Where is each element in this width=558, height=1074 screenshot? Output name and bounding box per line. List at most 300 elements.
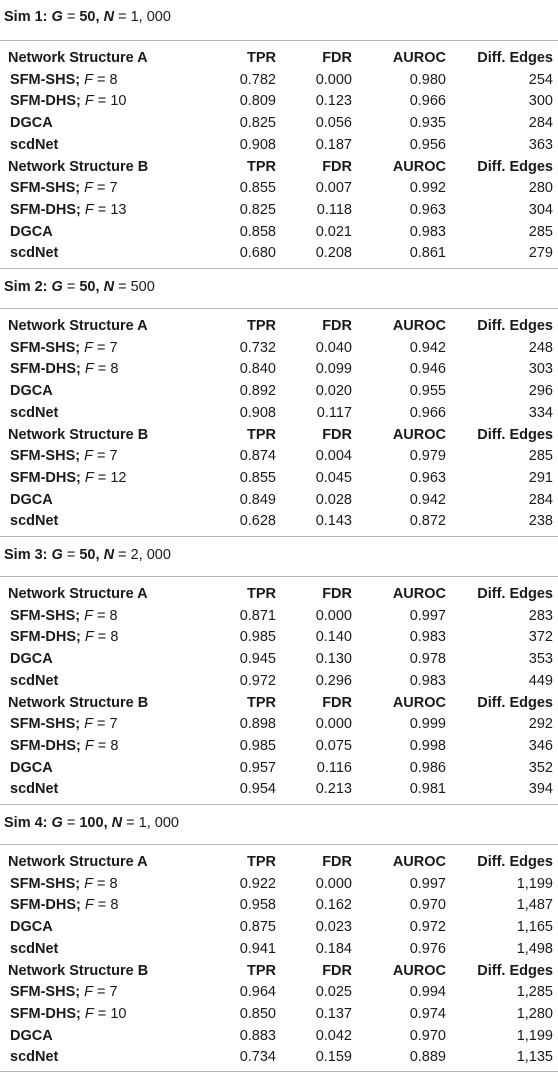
tpr-value: 0.840 bbox=[239, 361, 276, 378]
method-cell bbox=[0, 779, 218, 801]
network-structure-label: Network Structure A bbox=[8, 318, 148, 334]
table-row bbox=[0, 982, 558, 1004]
method-cell bbox=[0, 70, 218, 92]
group-header-row bbox=[0, 693, 558, 715]
f-value: 8 bbox=[110, 361, 119, 378]
equals-sign: = bbox=[114, 9, 131, 25]
fdr-value: 0.000 bbox=[315, 71, 352, 88]
diff-edges-value: 291 bbox=[528, 469, 553, 486]
tpr-value: 0.958 bbox=[239, 897, 276, 914]
fdr-value: 0.007 bbox=[315, 180, 352, 197]
n-value: 1, 000 bbox=[130, 9, 171, 25]
auroc-value: 0.963 bbox=[409, 469, 446, 486]
fdr-value: 0.021 bbox=[315, 223, 352, 240]
table-row bbox=[0, 113, 558, 135]
equals-sign: = bbox=[62, 815, 80, 831]
f-value: 8 bbox=[110, 737, 119, 754]
n-symbol: N bbox=[103, 9, 115, 25]
diff-edges-value: 1,199 bbox=[516, 875, 553, 892]
auroc-value: 0.966 bbox=[409, 404, 446, 421]
auroc-value: 0.997 bbox=[409, 875, 446, 892]
fdr-value: 0.000 bbox=[315, 716, 352, 733]
f-value: 8 bbox=[109, 607, 118, 624]
f-symbol: F bbox=[84, 716, 93, 733]
column-header: Diff. Edges bbox=[477, 586, 553, 602]
method-name: scdNet bbox=[10, 781, 59, 798]
section-rule bbox=[0, 844, 558, 845]
diff-edges-value: 1,199 bbox=[516, 1027, 553, 1044]
group-header-row bbox=[0, 48, 558, 70]
f-symbol: F bbox=[84, 737, 94, 754]
auroc-value: 0.963 bbox=[409, 201, 446, 218]
method-cell bbox=[0, 468, 218, 490]
f-parameter: F = 8 bbox=[84, 629, 119, 646]
sim-prefix: Sim 2: bbox=[4, 279, 52, 295]
method-name: scdNet bbox=[10, 513, 59, 530]
diff-edges-value: 292 bbox=[528, 716, 553, 733]
column-header: AUROC bbox=[392, 962, 446, 979]
simulation-section bbox=[0, 536, 558, 804]
f-symbol: F bbox=[84, 607, 93, 624]
diff-edges-value: 1,165 bbox=[516, 919, 553, 936]
n-symbol: N bbox=[103, 279, 115, 295]
diff-edges-value: 353 bbox=[528, 651, 553, 668]
method-cell bbox=[0, 1026, 218, 1048]
column-header: TPR bbox=[247, 586, 276, 602]
table-row bbox=[0, 200, 558, 222]
column-header: FDR bbox=[322, 694, 352, 711]
simulation-heading bbox=[0, 804, 558, 844]
method-name: SFM-SHS; bbox=[10, 875, 81, 892]
diff-edges-value: 1,487 bbox=[516, 897, 553, 914]
diff-edges-value: 372 bbox=[528, 629, 553, 646]
method-cell bbox=[0, 736, 218, 758]
auroc-value: 0.999 bbox=[409, 716, 446, 733]
fdr-value: 0.118 bbox=[316, 201, 352, 218]
network-structure-label: Network Structure B bbox=[8, 158, 149, 175]
network-structure-label: Network Structure A bbox=[8, 586, 148, 602]
fdr-value: 0.020 bbox=[315, 383, 352, 400]
tpr-value: 0.892 bbox=[239, 383, 276, 400]
section-rule bbox=[0, 40, 558, 41]
method-cell bbox=[0, 403, 218, 425]
method-cell bbox=[0, 446, 218, 468]
table-row bbox=[0, 490, 558, 512]
tpr-value: 0.849 bbox=[239, 491, 276, 508]
comma-separator: , bbox=[103, 815, 112, 831]
group-header-row bbox=[0, 425, 558, 447]
method-name: DGCA bbox=[10, 651, 53, 668]
table-row bbox=[0, 627, 558, 649]
f-symbol: F bbox=[84, 875, 93, 892]
column-header: Diff. Edges bbox=[477, 50, 553, 66]
column-header: FDR bbox=[322, 586, 352, 602]
auroc-value: 0.956 bbox=[409, 136, 446, 153]
diff-edges-value: 1,135 bbox=[516, 1049, 553, 1066]
method-name: SFM-SHS; bbox=[10, 716, 81, 733]
fdr-value: 0.208 bbox=[315, 245, 352, 262]
method-cell bbox=[0, 671, 218, 693]
method-name: SFM-SHS; bbox=[10, 180, 81, 197]
tpr-value: 0.908 bbox=[239, 136, 276, 153]
f-parameter: F = 8 bbox=[84, 361, 119, 378]
method-name: DGCA bbox=[10, 383, 53, 400]
tpr-value: 0.809 bbox=[239, 93, 276, 110]
fdr-value: 0.028 bbox=[315, 491, 352, 508]
column-header: Diff. Edges bbox=[477, 962, 553, 979]
f-symbol: F bbox=[84, 469, 94, 486]
comma-separator: , bbox=[95, 279, 104, 295]
f-value: 10 bbox=[110, 93, 127, 110]
metrics-table bbox=[0, 316, 558, 533]
tpr-value: 0.972 bbox=[239, 672, 276, 689]
table-row bbox=[0, 243, 558, 265]
fdr-value: 0.075 bbox=[315, 737, 352, 754]
table-row bbox=[0, 91, 558, 113]
auroc-value: 0.861 bbox=[409, 245, 446, 262]
table-row bbox=[0, 359, 558, 381]
method-cell bbox=[0, 381, 218, 403]
fdr-value: 0.296 bbox=[315, 672, 352, 689]
table-bottom-rule bbox=[0, 1071, 558, 1072]
table-row bbox=[0, 917, 558, 939]
method-name: SFM-SHS; bbox=[10, 448, 81, 465]
column-header: Diff. Edges bbox=[477, 854, 553, 870]
f-value: 7 bbox=[109, 339, 118, 356]
f-parameter: F = 8 bbox=[84, 897, 119, 914]
tpr-value: 0.874 bbox=[239, 448, 276, 465]
g-value: 50 bbox=[79, 9, 96, 25]
f-symbol: F bbox=[84, 1005, 94, 1022]
fdr-value: 0.184 bbox=[315, 940, 352, 957]
column-header: FDR bbox=[322, 962, 352, 979]
column-header: FDR bbox=[322, 158, 352, 175]
equals-sign: = bbox=[62, 279, 80, 295]
tpr-value: 0.855 bbox=[239, 469, 276, 486]
diff-edges-value: 285 bbox=[528, 223, 553, 240]
auroc-value: 0.978 bbox=[409, 651, 446, 668]
method-cell bbox=[0, 649, 218, 671]
fdr-value: 0.040 bbox=[315, 339, 352, 356]
g-symbol: G bbox=[51, 547, 63, 563]
column-header: AUROC bbox=[392, 586, 446, 602]
auroc-value: 0.983 bbox=[409, 629, 446, 646]
comma-separator: , bbox=[95, 547, 104, 563]
column-header: TPR bbox=[247, 50, 276, 66]
table-row bbox=[0, 671, 558, 693]
column-header: Diff. Edges bbox=[477, 318, 553, 334]
method-name: SFM-SHS; bbox=[10, 607, 81, 624]
f-parameter: F = 8 bbox=[84, 875, 118, 892]
fdr-value: 0.187 bbox=[315, 136, 352, 153]
method-name: DGCA bbox=[10, 1027, 53, 1044]
table-row bbox=[0, 511, 558, 533]
metrics-table bbox=[0, 852, 558, 1069]
table-row bbox=[0, 874, 558, 896]
fdr-value: 0.159 bbox=[315, 1049, 352, 1066]
section-rule bbox=[0, 308, 558, 309]
method-cell bbox=[0, 758, 218, 780]
equals-sign: = bbox=[62, 547, 80, 563]
f-parameter: F = 7 bbox=[84, 716, 118, 733]
tpr-value: 0.628 bbox=[239, 513, 276, 530]
column-header: AUROC bbox=[392, 694, 446, 711]
table-row bbox=[0, 606, 558, 628]
sim-prefix: Sim 4: bbox=[4, 815, 52, 831]
auroc-value: 0.970 bbox=[409, 1027, 446, 1044]
method-name: SFM-DHS; bbox=[10, 897, 81, 914]
table-row bbox=[0, 135, 558, 157]
n-value: 1, 000 bbox=[138, 815, 179, 831]
tpr-value: 0.871 bbox=[239, 607, 276, 624]
method-name: scdNet bbox=[10, 245, 59, 262]
table-row bbox=[0, 939, 558, 961]
method-name: SFM-DHS; bbox=[10, 629, 81, 646]
diff-edges-value: 248 bbox=[528, 339, 553, 356]
column-header: TPR bbox=[247, 694, 276, 711]
method-cell bbox=[0, 606, 218, 628]
diff-edges-value: 346 bbox=[528, 737, 553, 754]
auroc-value: 0.980 bbox=[409, 71, 446, 88]
f-value: 12 bbox=[110, 469, 127, 486]
column-header: TPR bbox=[247, 962, 276, 979]
tpr-value: 0.945 bbox=[239, 651, 276, 668]
simulation-section bbox=[0, 0, 558, 268]
auroc-value: 0.998 bbox=[409, 737, 446, 754]
fdr-value: 0.042 bbox=[315, 1027, 352, 1044]
column-header: TPR bbox=[247, 158, 276, 175]
diff-edges-value: 394 bbox=[528, 781, 553, 798]
method-name: SFM-DHS; bbox=[10, 201, 81, 218]
tpr-value: 0.680 bbox=[239, 245, 276, 262]
tpr-value: 0.908 bbox=[239, 404, 276, 421]
f-parameter: F = 7 bbox=[84, 984, 118, 1001]
auroc-value: 0.872 bbox=[409, 513, 446, 530]
g-symbol: G bbox=[51, 815, 63, 831]
fdr-value: 0.117 bbox=[316, 404, 352, 421]
auroc-value: 0.966 bbox=[409, 93, 446, 110]
f-value: 7 bbox=[109, 180, 118, 197]
tpr-value: 0.954 bbox=[239, 781, 276, 798]
auroc-value: 0.935 bbox=[409, 115, 446, 132]
diff-edges-value: 1,280 bbox=[516, 1005, 553, 1022]
tpr-value: 0.883 bbox=[239, 1027, 276, 1044]
equals-sign: = bbox=[62, 9, 80, 25]
f-parameter: F = 7 bbox=[84, 180, 118, 197]
diff-edges-value: 280 bbox=[528, 180, 553, 197]
tpr-value: 0.825 bbox=[239, 115, 276, 132]
diff-edges-value: 334 bbox=[528, 404, 553, 421]
diff-edges-value: 296 bbox=[528, 383, 553, 400]
column-header: FDR bbox=[322, 426, 352, 443]
g-value: 100 bbox=[79, 815, 104, 831]
simulation-heading bbox=[0, 268, 558, 308]
diff-edges-value: 303 bbox=[528, 361, 553, 378]
method-cell bbox=[0, 243, 218, 265]
method-cell bbox=[0, 1047, 218, 1069]
g-symbol: G bbox=[51, 9, 63, 25]
fdr-value: 0.162 bbox=[315, 897, 352, 914]
auroc-value: 0.974 bbox=[409, 1005, 446, 1022]
table-row bbox=[0, 779, 558, 801]
auroc-value: 0.970 bbox=[409, 897, 446, 914]
g-symbol: G bbox=[51, 279, 63, 295]
f-value: 7 bbox=[109, 448, 118, 465]
method-name: SFM-SHS; bbox=[10, 71, 81, 88]
f-parameter: F = 8 bbox=[84, 607, 118, 624]
fdr-value: 0.130 bbox=[315, 651, 352, 668]
method-name: SFM-DHS; bbox=[10, 737, 81, 754]
fdr-value: 0.000 bbox=[315, 875, 352, 892]
simulation-heading bbox=[0, 0, 558, 40]
tpr-value: 0.941 bbox=[239, 940, 276, 957]
diff-edges-value: 283 bbox=[528, 607, 553, 624]
f-value: 8 bbox=[110, 629, 119, 646]
column-header: TPR bbox=[247, 426, 276, 443]
auroc-value: 0.994 bbox=[409, 984, 446, 1001]
table-row bbox=[0, 895, 558, 917]
f-symbol: F bbox=[84, 201, 94, 218]
f-parameter: F = 8 bbox=[84, 71, 118, 88]
metrics-table bbox=[0, 584, 558, 801]
diff-edges-value: 304 bbox=[528, 201, 553, 218]
method-cell bbox=[0, 178, 218, 200]
network-structure-label: Network Structure B bbox=[8, 694, 149, 711]
f-symbol: F bbox=[84, 897, 94, 914]
table-row bbox=[0, 446, 558, 468]
tpr-value: 0.782 bbox=[239, 71, 276, 88]
fdr-value: 0.045 bbox=[315, 469, 352, 486]
auroc-value: 0.976 bbox=[409, 940, 446, 957]
diff-edges-value: 352 bbox=[528, 759, 553, 776]
column-header: Diff. Edges bbox=[477, 158, 553, 175]
auroc-value: 0.992 bbox=[409, 180, 446, 197]
tpr-value: 0.957 bbox=[239, 759, 276, 776]
n-value: 2, 000 bbox=[130, 547, 171, 563]
tpr-value: 0.875 bbox=[239, 919, 276, 936]
simulation-section bbox=[0, 804, 558, 1072]
column-header: FDR bbox=[322, 50, 352, 66]
equals-sign: = bbox=[114, 547, 131, 563]
table-row bbox=[0, 1047, 558, 1069]
table-row bbox=[0, 222, 558, 244]
auroc-value: 0.983 bbox=[409, 672, 446, 689]
simulation-heading bbox=[0, 536, 558, 576]
group-header-row bbox=[0, 961, 558, 983]
f-value: 7 bbox=[109, 984, 118, 1001]
f-parameter: F = 8 bbox=[84, 737, 119, 754]
column-header: AUROC bbox=[392, 50, 446, 66]
table-row bbox=[0, 381, 558, 403]
method-cell bbox=[0, 917, 218, 939]
column-header: AUROC bbox=[392, 426, 446, 443]
group-header-row bbox=[0, 157, 558, 179]
tpr-value: 0.985 bbox=[239, 737, 276, 754]
fdr-value: 0.116 bbox=[316, 759, 352, 776]
method-cell bbox=[0, 490, 218, 512]
method-cell bbox=[0, 338, 218, 360]
diff-edges-value: 284 bbox=[528, 491, 553, 508]
f-symbol: F bbox=[84, 93, 94, 110]
method-cell bbox=[0, 895, 218, 917]
column-header: TPR bbox=[247, 318, 276, 334]
fdr-value: 0.137 bbox=[315, 1005, 352, 1022]
column-header: FDR bbox=[322, 854, 352, 870]
table-row bbox=[0, 714, 558, 736]
diff-edges-value: 449 bbox=[528, 672, 553, 689]
method-cell bbox=[0, 200, 218, 222]
metrics-table bbox=[0, 48, 558, 265]
tpr-value: 0.734 bbox=[239, 1049, 276, 1066]
f-symbol: F bbox=[84, 180, 93, 197]
auroc-value: 0.981 bbox=[409, 781, 446, 798]
tpr-value: 0.855 bbox=[239, 180, 276, 197]
fdr-value: 0.140 bbox=[315, 629, 352, 646]
method-name: scdNet bbox=[10, 136, 59, 153]
auroc-value: 0.983 bbox=[409, 223, 446, 240]
method-name: scdNet bbox=[10, 404, 59, 421]
method-name: DGCA bbox=[10, 491, 53, 508]
fdr-value: 0.143 bbox=[315, 513, 352, 530]
simulation-section bbox=[0, 268, 558, 536]
table-row bbox=[0, 178, 558, 200]
f-value: 8 bbox=[109, 875, 118, 892]
method-name: SFM-DHS; bbox=[10, 469, 81, 486]
f-value: 10 bbox=[110, 1005, 127, 1022]
table-row bbox=[0, 1004, 558, 1026]
f-parameter: F = 10 bbox=[84, 1005, 127, 1022]
auroc-value: 0.942 bbox=[409, 339, 446, 356]
n-value: 500 bbox=[130, 279, 155, 295]
method-name: DGCA bbox=[10, 919, 53, 936]
n-symbol: N bbox=[103, 547, 115, 563]
column-header: FDR bbox=[322, 318, 352, 334]
table-row bbox=[0, 70, 558, 92]
table-row bbox=[0, 649, 558, 671]
equals-sign: = bbox=[114, 279, 131, 295]
auroc-value: 0.942 bbox=[409, 491, 446, 508]
tpr-value: 0.858 bbox=[239, 223, 276, 240]
f-symbol: F bbox=[84, 339, 93, 356]
network-structure-label: Network Structure A bbox=[8, 50, 148, 66]
method-cell bbox=[0, 714, 218, 736]
f-parameter: F = 12 bbox=[84, 469, 127, 486]
method-name: DGCA bbox=[10, 223, 53, 240]
tpr-value: 0.964 bbox=[239, 984, 276, 1001]
group-header-row bbox=[0, 852, 558, 874]
equals-sign: = bbox=[122, 815, 139, 831]
network-structure-label: Network Structure B bbox=[8, 426, 149, 443]
diff-edges-value: 279 bbox=[528, 245, 553, 262]
f-parameter: F = 13 bbox=[84, 201, 127, 218]
method-name: DGCA bbox=[10, 759, 53, 776]
n-symbol: N bbox=[111, 815, 123, 831]
g-value: 50 bbox=[79, 279, 96, 295]
method-name: SFM-DHS; bbox=[10, 361, 81, 378]
auroc-value: 0.889 bbox=[409, 1049, 446, 1066]
g-value: 50 bbox=[79, 547, 96, 563]
method-cell bbox=[0, 982, 218, 1004]
f-symbol: F bbox=[84, 629, 94, 646]
column-header: TPR bbox=[247, 854, 276, 870]
method-cell bbox=[0, 627, 218, 649]
tpr-value: 0.922 bbox=[239, 875, 276, 892]
auroc-value: 0.955 bbox=[409, 383, 446, 400]
group-header-row bbox=[0, 584, 558, 606]
auroc-value: 0.986 bbox=[409, 759, 446, 776]
auroc-value: 0.946 bbox=[409, 361, 446, 378]
f-symbol: F bbox=[84, 71, 93, 88]
